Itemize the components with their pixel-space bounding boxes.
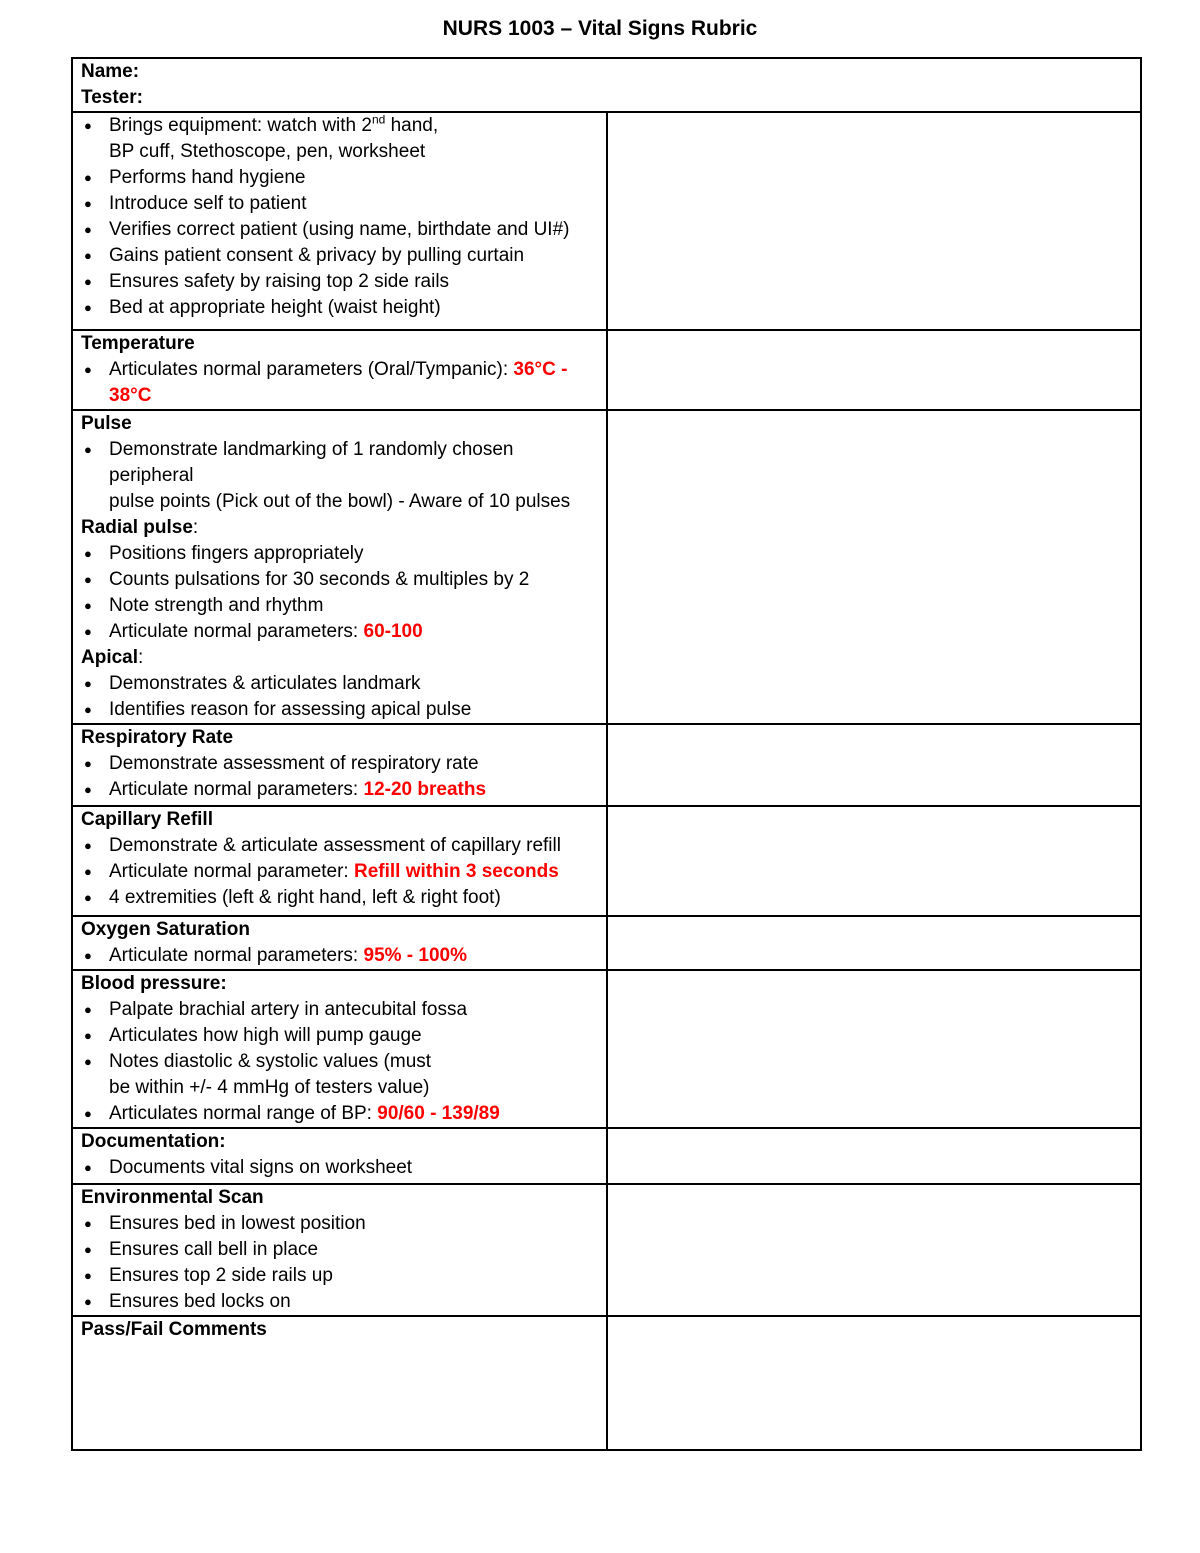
respiratory-param-text: Articulate normal parameters:	[109, 779, 364, 800]
pass-fail-cell[interactable]	[72, 1316, 607, 1450]
apical-heading: Apical	[81, 647, 139, 668]
oxygen-param-value: 95% - 100%	[363, 945, 468, 966]
temperature-param-text: Articulates normal parameters (Oral/Tympanic):	[109, 359, 514, 380]
list-item: ● Positions fingers appropriately	[81, 541, 600, 567]
list-item: ● Documents vital signs on worksheet	[81, 1155, 600, 1181]
prep-comment-cell[interactable]	[607, 112, 1142, 330]
superscript: nd	[371, 112, 386, 127]
temperature-list	[81, 357, 600, 409]
list-item: ● Ensures call bell in place	[81, 1237, 600, 1263]
respiratory-row	[72, 724, 1141, 806]
rubric-table	[71, 57, 1142, 1451]
list-item	[81, 943, 600, 969]
temperature-heading: Temperature	[81, 333, 195, 354]
environment-row	[72, 1184, 1141, 1316]
oxygen-list	[81, 943, 600, 969]
respiratory-criteria-cell	[72, 724, 607, 806]
list-item	[81, 859, 600, 885]
prep-item-equipment-tail: hand,	[385, 115, 439, 136]
list-item: ● Ensures bed in lowest position	[81, 1211, 600, 1237]
environment-comment-cell[interactable]	[607, 1184, 1142, 1316]
list-item: ● Demonstrate assessment of respiratory rate	[81, 751, 600, 777]
capillary-list	[81, 833, 600, 911]
list-item	[81, 619, 600, 645]
list-item: ● Verifies correct patient (using name, birthdate and UI#)	[81, 217, 600, 243]
bp-param-text: Articulates normal range of BP:	[109, 1103, 378, 1124]
bp-criteria-cell	[72, 970, 607, 1128]
documentation-criteria-cell	[72, 1128, 607, 1184]
list-item: ● Identifies reason for assessing apical pulse	[81, 697, 600, 723]
list-item: ● Demonstrates & articulates landmark	[81, 671, 600, 697]
capillary-heading: Capillary Refill	[81, 809, 213, 830]
document-title: NURS 1003 – Vital Signs Rubric	[442, 17, 758, 40]
list-item: ● Ensures top 2 side rails up	[81, 1263, 600, 1289]
oxygen-comment-cell[interactable]	[607, 916, 1142, 970]
list-item: ● Ensures safety by raising top 2 side rails	[81, 269, 600, 295]
documentation-heading: Documentation:	[81, 1131, 226, 1152]
bp-list	[81, 997, 600, 1127]
respiratory-heading: Respiratory Rate	[81, 727, 234, 748]
pass-fail-row	[72, 1316, 1141, 1450]
pulse-landmark-line2: pulse points (Pick out of the bowl) - Aware of 10 pulses	[109, 491, 571, 512]
capillary-param-value: Refill within 3 seconds	[354, 861, 559, 882]
list-item: ● Articulates how high will pump gauge	[81, 1023, 600, 1049]
respiratory-list	[81, 751, 600, 803]
oxygen-param-text: Articulate normal parameters:	[109, 945, 364, 966]
capillary-criteria-cell	[72, 806, 607, 916]
pulse-landmark-line1: Demonstrate landmarking of 1 randomly chosen peripheral	[109, 439, 514, 486]
documentation-row	[72, 1128, 1141, 1184]
pulse-comment-cell[interactable]	[607, 410, 1142, 724]
temperature-criteria-cell	[72, 330, 607, 410]
list-item	[81, 357, 600, 409]
name-tester-cell[interactable]	[72, 58, 1141, 112]
list-item: ● Demonstrate & articulate assessment of capillary refill	[81, 833, 600, 859]
pulse-list	[81, 437, 600, 515]
header-row	[72, 58, 1141, 112]
radial-list	[81, 541, 600, 645]
environment-criteria-cell	[72, 1184, 607, 1316]
capillary-param-text: Articulate normal parameter:	[109, 861, 354, 882]
apical-subheading	[81, 645, 600, 671]
prep-item-equipment-line2: BP cuff, Stethoscope, pen, worksheet	[109, 141, 426, 162]
pass-fail-comment-cell[interactable]	[607, 1316, 1142, 1450]
oxygen-heading: Oxygen Saturation	[81, 919, 250, 940]
radial-subheading	[81, 515, 600, 541]
tester-label: Tester:	[81, 87, 143, 108]
radial-param-text: Articulate normal parameters:	[109, 621, 364, 642]
list-item	[81, 437, 600, 515]
list-item: ● Ensures bed locks on	[81, 1289, 600, 1315]
radial-heading: Radial pulse	[81, 517, 193, 538]
list-item	[81, 1049, 600, 1101]
prep-list	[81, 113, 600, 321]
list-item: ● 4 extremities (left & right hand, left & right foot)	[81, 885, 600, 911]
apical-list	[81, 671, 600, 723]
bp-values-line2: be within +/- 4 mmHg of testers value)	[109, 1077, 430, 1098]
list-item: ● Gains patient consent & privacy by pulling curtain	[81, 243, 600, 269]
radial-param-value: 60-100	[363, 621, 423, 642]
list-item: ● Note strength and rhythm	[81, 593, 600, 619]
bp-comment-cell[interactable]	[607, 970, 1142, 1128]
capillary-row	[72, 806, 1141, 916]
environment-list	[81, 1211, 600, 1315]
temperature-row	[72, 330, 1141, 410]
pulse-heading: Pulse	[81, 413, 132, 434]
list-item: ● Bed at appropriate height (waist height)	[81, 295, 600, 321]
prep-item-equipment: Brings equipment: watch with 2	[109, 115, 372, 136]
name-label: Name:	[81, 61, 140, 82]
list-item: ● Introduce self to patient	[81, 191, 600, 217]
list-item: ● Counts pulsations for 30 seconds & multiples by 2	[81, 567, 600, 593]
apical-colon: :	[138, 647, 144, 668]
list-item	[81, 1101, 600, 1127]
pass-fail-heading: Pass/Fail Comments	[81, 1319, 267, 1340]
bp-heading: Blood pressure:	[81, 973, 227, 994]
bp-values-line1: Notes diastolic & systolic values (must	[109, 1051, 432, 1072]
respiratory-comment-cell[interactable]	[607, 724, 1142, 806]
oxygen-criteria-cell	[72, 916, 607, 970]
bp-row	[72, 970, 1141, 1128]
list-item: ● Palpate brachial artery in antecubital fossa	[81, 997, 600, 1023]
list-item	[81, 777, 600, 803]
pulse-row	[72, 410, 1141, 724]
prep-criteria-cell	[72, 112, 607, 330]
list-item	[81, 113, 600, 165]
respiratory-param-value: 12-20 breaths	[363, 779, 487, 800]
radial-colon: :	[192, 517, 199, 538]
temperature-param-value: 36°C - 38°C	[109, 359, 568, 406]
prep-row	[72, 112, 1141, 330]
bp-param-value: 90/60 - 139/89	[377, 1103, 500, 1124]
temperature-comment-cell[interactable]	[607, 330, 1142, 410]
pulse-criteria-cell	[72, 410, 607, 724]
oxygen-row	[72, 916, 1141, 970]
documentation-list	[81, 1155, 600, 1181]
capillary-comment-cell[interactable]	[607, 806, 1142, 916]
documentation-comment-cell[interactable]	[607, 1128, 1142, 1184]
list-item: ● Performs hand hygiene	[81, 165, 600, 191]
environment-heading: Environmental Scan	[81, 1187, 264, 1208]
